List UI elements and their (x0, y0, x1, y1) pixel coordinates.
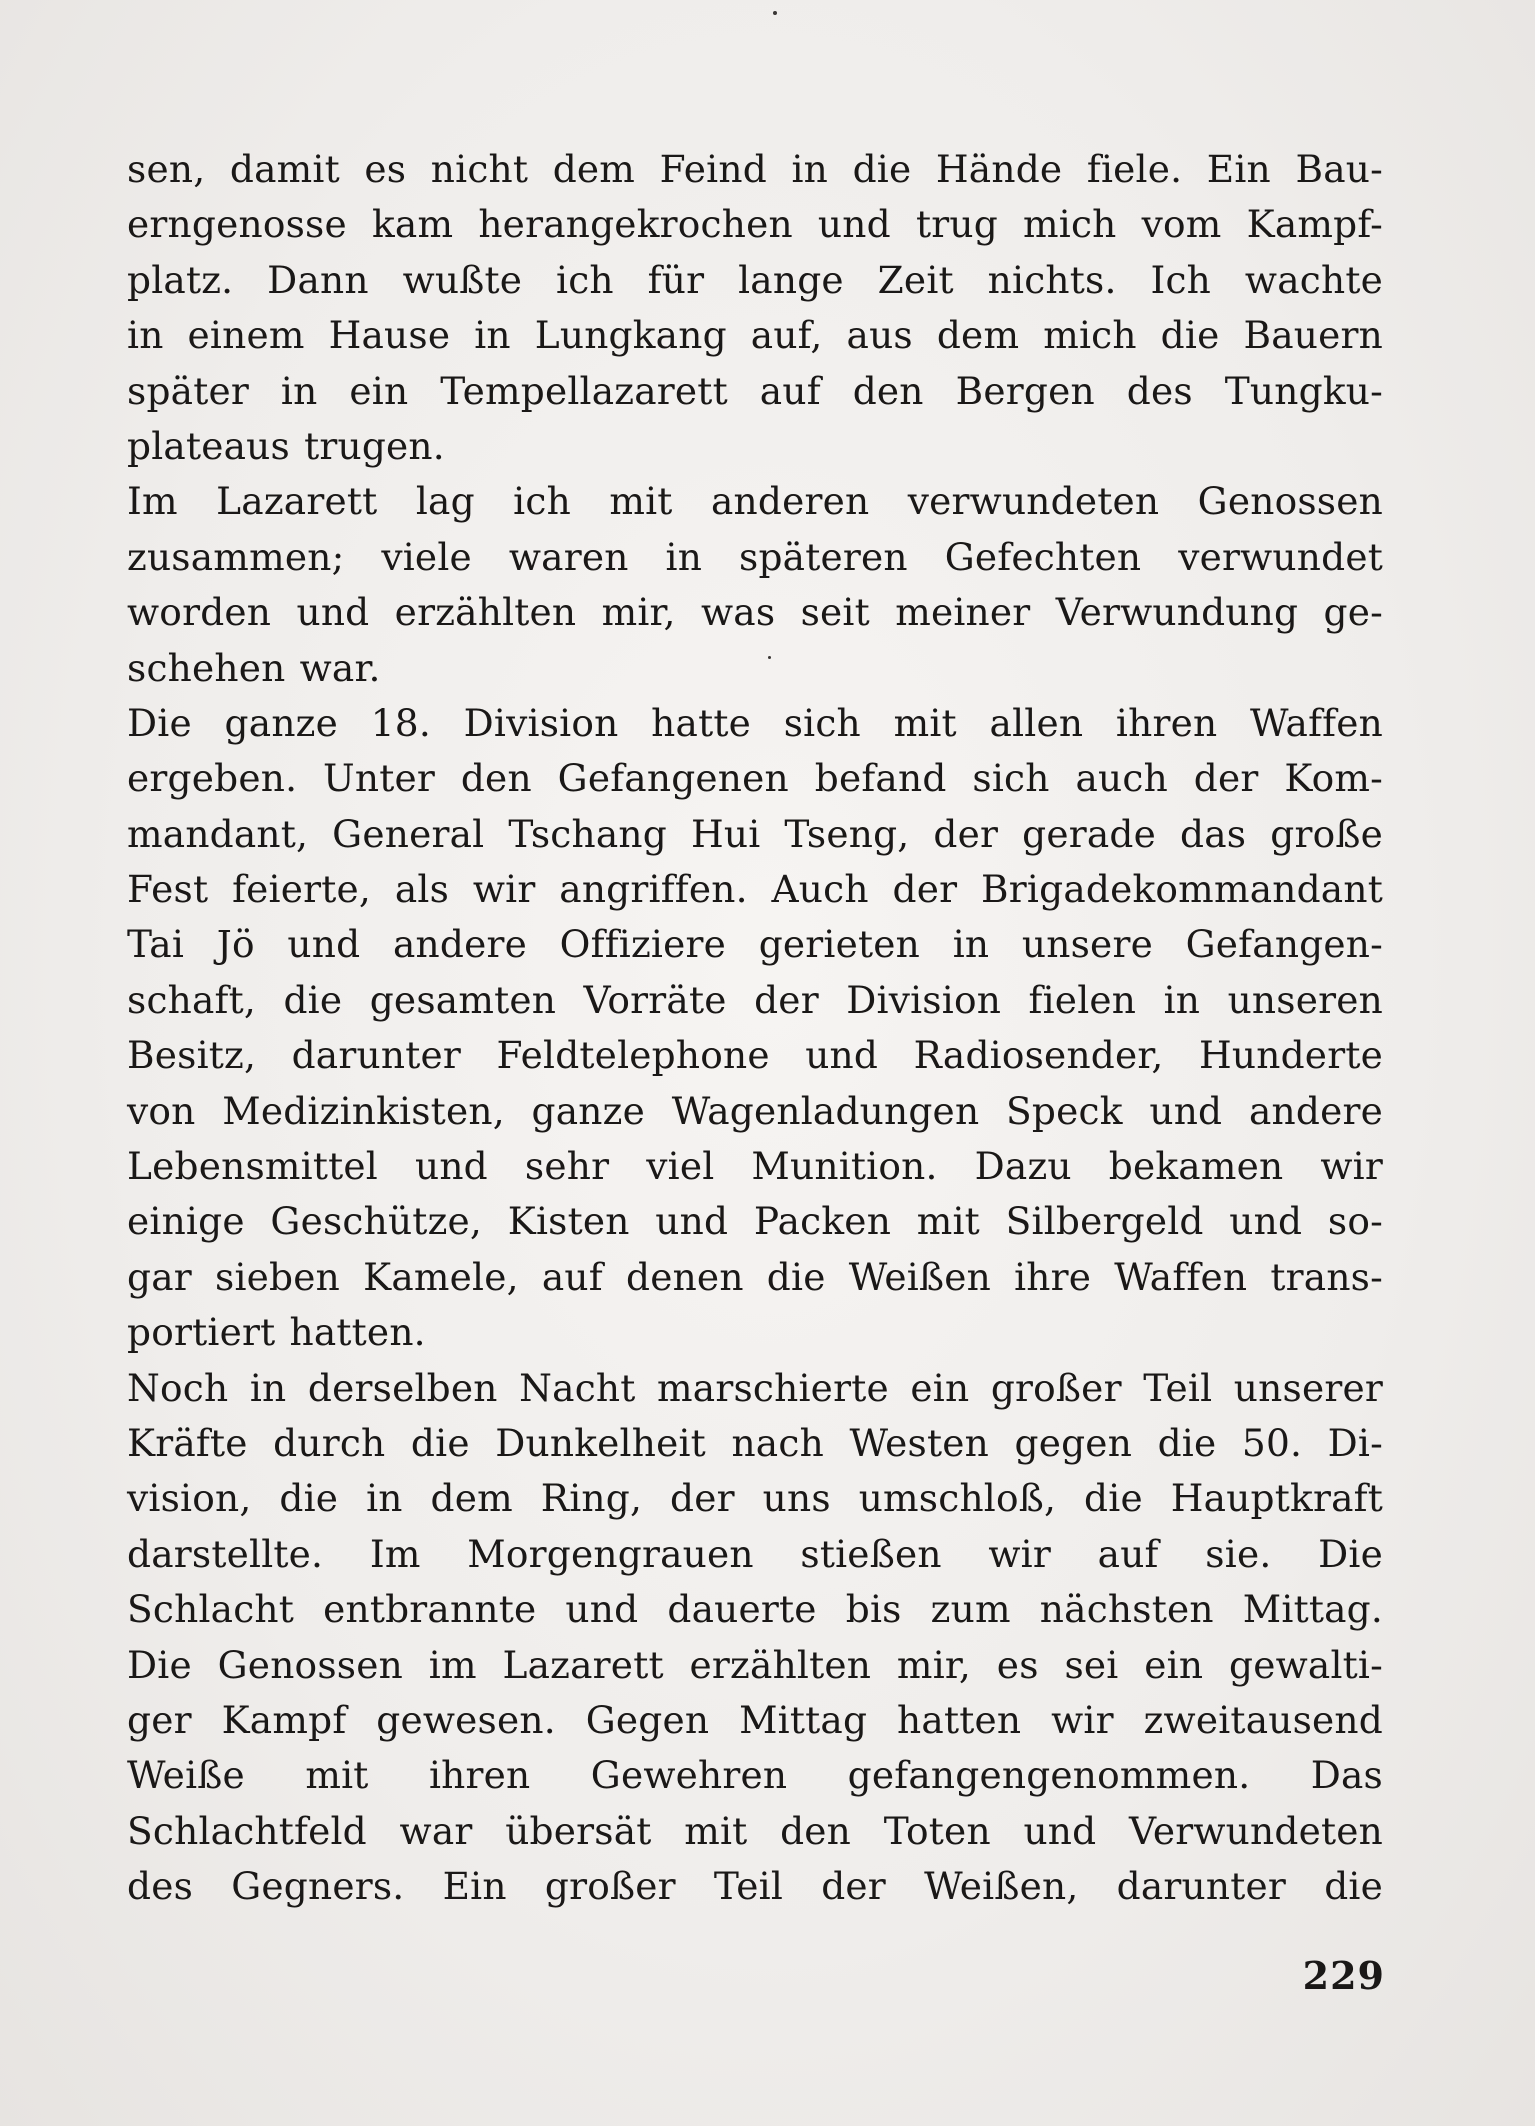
text-line: ger Kampf gewesen. Gegen Mittag hatten wir zweitausend (127, 1697, 1383, 1742)
text-line: Tai Jö und andere Offiziere gerieten in unsere Gefangen- (127, 922, 1383, 967)
text-line: später in ein Tempellazarett auf den Bergen des Tungku- (127, 368, 1383, 413)
text-line: schaft, die gesamten Vorräte der Division fielen in unseren (127, 977, 1383, 1022)
text-line: sen, damit es nicht dem Feind in die Hände fiele. Ein Bau- (127, 147, 1383, 191)
page-number: 229 (1302, 1953, 1385, 1998)
text-line: platz. Dann wußte ich für lange Zeit nichts. Ich wachte (127, 257, 1383, 302)
text-line: vision, die in dem Ring, der uns umschloß, die Hauptkraft (127, 1476, 1383, 1521)
text-line: Schlachtfeld war übersät mit den Toten und Verwundeten (127, 1808, 1383, 1853)
text-line: plateaus trugen. (127, 423, 445, 468)
text-line: portiert hatten. (127, 1310, 426, 1355)
text-line: darstellte. Im Morgengrauen stießen wir auf sie. Die (127, 1531, 1383, 1576)
text-line: in einem Hause in Lungkang auf, aus dem mich die Bauern (127, 313, 1383, 358)
body-text (127, 142, 1383, 1915)
text-line: ergeben. Unter den Gefangenen befand sich auch der Kom- (127, 756, 1383, 801)
text-line: des Gegners. Ein großer Teil der Weißen, darunter die (127, 1864, 1383, 1909)
text-line: gar sieben Kamele, auf denen die Weißen ihre Waffen trans- (127, 1254, 1383, 1299)
text-line: erngenosse kam herangekrochen und trug mich vom Kampf- (127, 202, 1383, 247)
text-line: zusammen; viele waren in späteren Gefechten verwundet (127, 534, 1383, 579)
text-line: Schlacht entbrannte und dauerte bis zum nächsten Mittag. (127, 1587, 1383, 1632)
text-line: Besitz, darunter Feldtelephone und Radiosender, Hunderte (127, 1033, 1383, 1078)
text-line: mandant, General Tschang Hui Tseng, der gerade das große (127, 811, 1383, 856)
text-line: Weiße mit ihren Gewehren gefangengenommen. Das (127, 1753, 1383, 1798)
text-line: Noch in derselben Nacht marschierte ein großer Teil unserer (127, 1365, 1383, 1410)
text-line: Kräfte durch die Dunkelheit nach Westen gegen die 50. Di- (127, 1420, 1383, 1465)
text-line: worden und erzählten mir, was seit meiner Verwundung ge- (127, 590, 1383, 635)
ink-speck (773, 11, 777, 15)
text-line: Lebensmittel und sehr viel Munition. Dazu bekamen wir (127, 1144, 1383, 1189)
text-line: Die ganze 18. Division hatte sich mit allen ihren Waffen (127, 700, 1383, 745)
text-line: einige Geschütze, Kisten und Packen mit Silbergeld und so- (127, 1199, 1383, 1244)
text-line: Im Lazarett lag ich mit anderen verwundeten Genossen (127, 479, 1383, 524)
text-line: schehen war. (127, 645, 381, 690)
text-line: von Medizinkisten, ganze Wagenladungen Speck und andere (127, 1088, 1383, 1133)
text-line: Die Genossen im Lazarett erzählten mir, es sei ein gewalti- (127, 1642, 1383, 1687)
text-line: Fest feierte, als wir angriffen. Auch der Brigadekommandant (127, 867, 1383, 912)
